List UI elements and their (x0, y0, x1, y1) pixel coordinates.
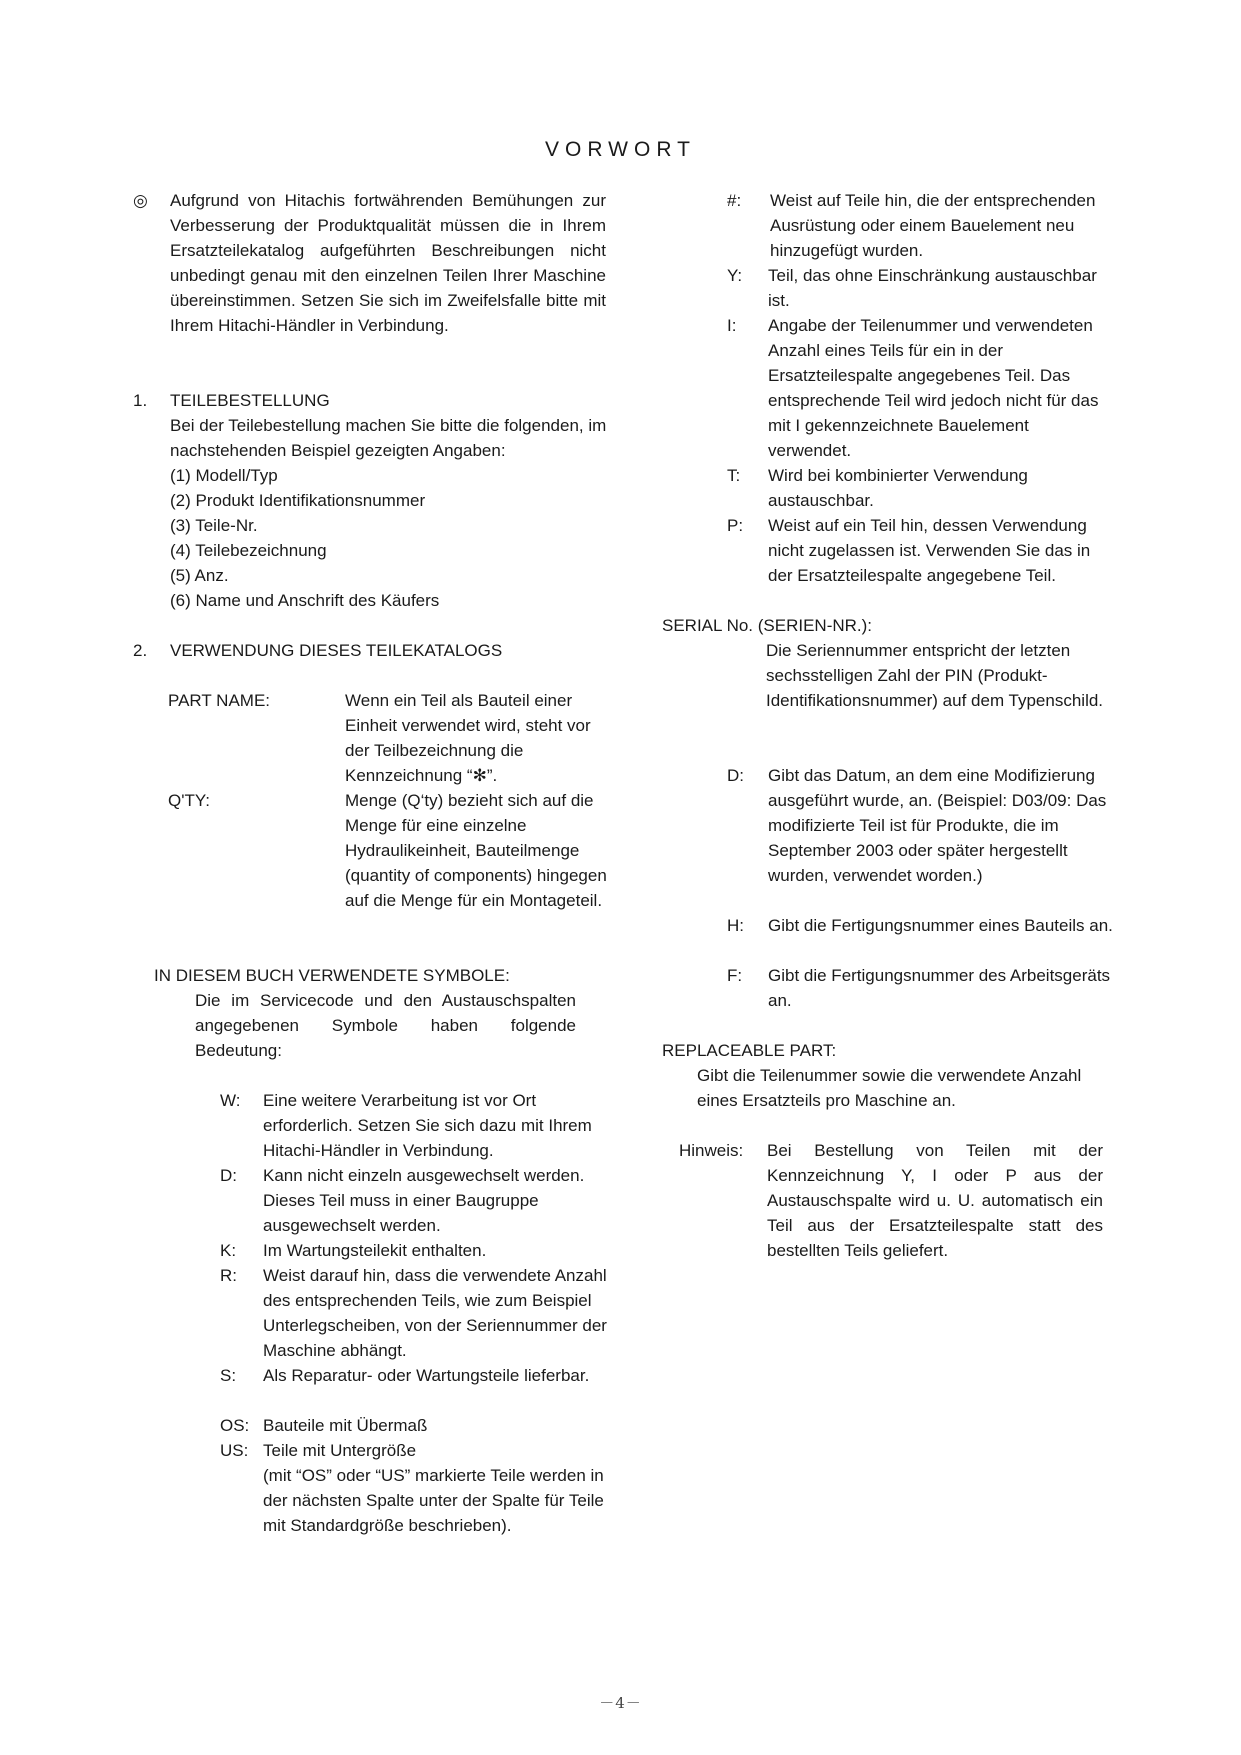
symbol-code-r: R: (220, 1266, 237, 1285)
serial-heading: SERIAL No. (SERIEN-NR.): (662, 616, 873, 635)
symbol-code-d: D: (220, 1166, 237, 1185)
serial-code-h: H: (727, 916, 744, 935)
replaceable-text: Gibt die Teilenummer sowie die verwendete Anzahl eines Ersatzteils pro Maschine an. (697, 1066, 1082, 1110)
symbol-text-i: Angabe der Teilenummer und verwendeten Anzahl eines Teils für ein in der Ersatzteilespalte angegebenes Teil. Das entsprechende Teil wird jedoch nicht für das mit I gekennzeichnete Bauelement verwendet. (768, 316, 1099, 460)
symbol-code-p: P: (727, 516, 744, 535)
symbol-text-r: Weist darauf hin, dass die verwendete Anzahl des entsprechenden Teils, wie zum Beispiel Unterlegscheiben, von der Seriennummer der Maschine abhängt. (263, 1266, 607, 1360)
def-text-qty: Menge (Q‘ty) bezieht sich auf die Menge für eine einzelne Hydraulikeinheit, Bauteilmenge (quantity of components) hingegen auf die Menge für ein Montageteil. (345, 791, 607, 910)
page-title: VORWORT (545, 138, 696, 161)
symbol-text-hash: Weist auf Teile hin, die der entsprechenden Ausrüstung oder einem Bauelement neu hinzugefügt wurden. (770, 191, 1096, 260)
serial-text-h: Gibt die Fertigungsnummer eines Bauteils an. (768, 916, 1113, 935)
symbol-text-y: Teil, das ohne Einschränkung austauschbar ist. (768, 266, 1097, 310)
section1-list (170, 463, 620, 613)
symbol-text-d: Kann nicht einzeln ausgewechselt werden. Dieses Teil muss in einer Baugruppe ausgewechselt werden. (263, 1166, 585, 1235)
symbol-code-hash: #: (727, 191, 742, 210)
symbol-text-k: Im Wartungsteilekit enthalten. (263, 1241, 487, 1260)
list-item: (2) Produkt Identifikationsnummer (170, 491, 426, 510)
serial-code-d: D: (727, 766, 744, 785)
symbol-code-us: US: (220, 1441, 249, 1460)
section2-number: 2. (133, 641, 148, 660)
def-text-part-name: Wenn ein Teil als Bauteil einer Einheit verwendet wird, steht vor der Teilbezeichnung die Kennzeichnung “✻”. (345, 691, 591, 785)
symbol-text-t: Wird bei kombinierter Verwendung austauschbar. (768, 466, 1028, 510)
symbol-code-w: W: (220, 1091, 241, 1110)
symbols-intro: Die im Servicecode und den Austauschspalten angegebenen Symbole haben folgende Bedeutung: (195, 991, 576, 1060)
symbol-code-i: I: (727, 316, 737, 335)
section2-heading: VERWENDUNG DIESES TEILEKATALOGS (170, 641, 503, 660)
list-item: (6) Name und Anschrift des Käufers (170, 591, 440, 610)
symbol-text-p: Weist auf ein Teil hin, dessen Verwendung nicht zugelassen ist. Verwenden Sie das in der Ersatzteilespalte angegebene Teil. (768, 516, 1091, 585)
def-term-part-name: PART NAME: (168, 691, 271, 710)
symbol-text-w: Eine weitere Verarbeitung ist vor Ort erforderlich. Setzen Sie sich dazu mit Ihrem Hitachi-Händler in Verbindung. (263, 1091, 592, 1160)
serial-text: Die Seriennummer entspricht der letzten sechsstelligen Zahl der PIN (Produkt-Identifikationsnummer) auf dem Typenschild. (766, 641, 1104, 710)
symbol-text-s: Als Reparatur- oder Wartungsteile lieferbar. (263, 1366, 590, 1385)
def-term-qty: Q'TY: (168, 791, 210, 810)
serial-code-f: F: (727, 966, 743, 985)
symbol-text-us: Teile mit Untergröße (263, 1441, 417, 1460)
symbol-code-os: OS: (220, 1416, 250, 1435)
section1-heading: TEILEBESTELLUNG (170, 391, 330, 410)
serial-text-d: Gibt das Datum, an dem eine Modifizierung ausgeführt wurde, an. (Beispiel: D03/09: Das modifizierte Teil ist für Produkte, die im September 2003 oder später hergestellt wurden, verwendet worden.) (768, 766, 1107, 885)
replaceable-heading: REPLACEABLE PART: (662, 1041, 837, 1060)
symbols-heading: IN DIESEM BUCH VERWENDETE SYMBOLE: (154, 966, 510, 985)
intro-marker: ◎ (133, 191, 148, 210)
hinweis-label: Hinweis: (679, 1141, 744, 1160)
symbol-code-t: T: (727, 466, 741, 485)
list-item: (5) Anz. (170, 566, 229, 585)
hinweis-text: Bei Bestellung von Teilen mit der Kennzeichnung Y, I oder P aus der Austauschspalte wird u. U. automatisch ein Teil aus der Ersatzteilespalte statt des bestellten Teils geliefert. (767, 1141, 1103, 1260)
symbol-code-y: Y: (727, 266, 743, 285)
symbols-note: (mit “OS” oder “US” markierte Teile werden in der nächsten Spalte unter der Spalte für Teile mit Standardgröße beschrieben). (263, 1466, 604, 1535)
list-item: (3) Teile-Nr. (170, 516, 258, 535)
serial-text-f: Gibt die Fertigungsnummer des Arbeitsgeräts an. (768, 966, 1111, 1010)
symbol-code-k: K: (220, 1241, 237, 1260)
section1-text: Bei der Teilebestellung machen Sie bitte die folgenden, im nachstehenden Beispiel gezeigten Angaben: (170, 416, 607, 460)
symbol-code-s: S: (220, 1366, 237, 1385)
list-item: (4) Teilebezeichnung (170, 541, 327, 560)
list-item: (1) Modell/Typ (170, 466, 278, 485)
section1-number: 1. (133, 391, 148, 410)
intro-paragraph: Aufgrund von Hitachis fortwährenden Bemühungen zur Verbesserung der Produktqualität müssen die in Ihrem Ersatzteilekatalog aufgeführten Beschreibungen nicht unbedingt genau mit den einzelnen Teilen Ihrer Maschine übereinstimmen. Setzen Sie sich im Zweifelsfalle bitte mit Ihrem Hitachi-Händler in Verbindung. (170, 191, 606, 335)
symbol-text-os: Bauteile mit Übermaß (263, 1416, 428, 1435)
page-number: －4－ (599, 1694, 642, 1712)
